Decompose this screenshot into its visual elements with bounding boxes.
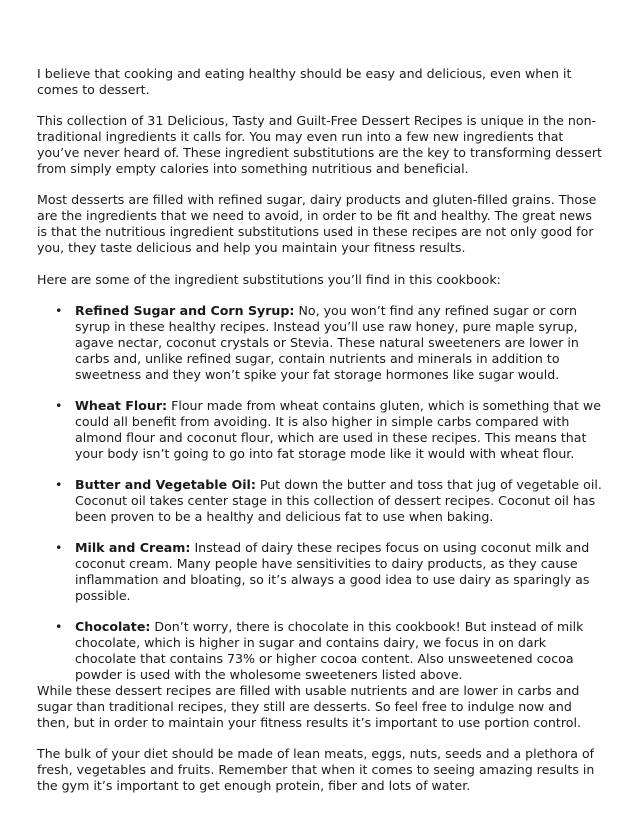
list-item-text: Put down the butter and toss that jug of vegetable oil. Coconut oil takes center stage in this collection of dessert recipes. Coconut oil has been proven to be a healthy and delicious fat to use when baking. — [75, 477, 602, 524]
list-item-term: Milk and Cream: — [75, 540, 191, 556]
list-item-chocolate — [37, 619, 603, 683]
list-item-text: Don’t worry, there is chocolate in this cookbook! But instead of milk chocolate, which is higher in sugar and contains dairy, we focus in on dark chocolate that contains 73% or higher cocoa content. Also unsweetened cocoa powder is used with the wholesome sweeteners listed above. — [75, 619, 584, 683]
list-item-term: Butter and Vegetable Oil: — [75, 477, 256, 493]
closing-paragraph-2: The bulk of your diet should be made of lean meats, eggs, nuts, seeds and a plethora of fresh, vegetables and fruits. Remember that when it comes to seeing amazing results in the gym it’s important to get enough protein, fiber and lots of water. — [37, 746, 595, 794]
list-item-term: Wheat Flour: — [75, 398, 168, 413]
bullet-icon: • — [55, 398, 63, 413]
substitutions-list — [37, 303, 603, 683]
list-item-term: Refined Sugar and Corn Syrup: — [75, 302, 295, 318]
list-item-milk-cream — [37, 540, 603, 604]
intro-paragraph-4: Here are some of the ingredient substitutions you’ll find in this cookbook: — [37, 271, 501, 287]
closing-paragraph-1: While these dessert recipes are filled with usable nutrients and are lower in carbs and sugar than traditional recipes, they still are desserts. So feel free to indulge now and then, but in order to maintain your fitness results it’s important to use portion control. — [37, 683, 581, 730]
list-item-text: Instead of dairy these recipes focus on using coconut milk and coconut cream. Many people have sensitivities to dairy products, as they cause inflammation and bloating, so it’s always a good idea to use dairy as sparingly as possible. — [75, 540, 590, 604]
list-item-text: Flour made from wheat contains gluten, which is something that we could all benefit from avoiding. It is also higher in simple carbs compared with almond flour and coconut flour, which are used in these recipes. This means that your body isn’t going to go into fat storage mode like it would with wheat flour. — [75, 398, 601, 461]
bullet-icon: • — [55, 619, 63, 635]
document-page — [37, 66, 603, 810]
list-item-term: Chocolate: — [75, 619, 151, 635]
bullet-icon: • — [55, 540, 63, 556]
list-item-wheat-flour — [37, 398, 603, 462]
list-item-text: No, you won’t find any refined sugar or corn syrup in these healthy recipes. Instead you’ll use raw honey, pure maple syrup, agave nectar, coconut crystals or Stevia. These natural sweeteners are lower in carbs and, unlike refined sugar, contain nutrients and minerals in addition to sweetness and they won’t spike your fat storage hormones like sugar would. — [75, 302, 579, 382]
bullet-icon: • — [55, 302, 63, 318]
list-item-refined-sugar — [37, 303, 603, 383]
list-item-butter-oil — [37, 477, 603, 525]
intro-paragraph-3: Most desserts are filled with refined sugar, dairy products and gluten-filled grains. Those are the ingredients that we need to avoid, in order to be fit and healthy. The great news is that the nutritious ingredient substitutions used in these recipes are not only good for you, they taste delicious and help you maintain your fitness results. — [37, 192, 597, 256]
intro-paragraph-1: I believe that cooking and eating healthy should be easy and delicious, even when it comes to dessert. — [37, 66, 572, 97]
bullet-icon: • — [55, 477, 63, 493]
intro-paragraph-2: This collection of 31 Delicious, Tasty and Guilt-Free Dessert Recipes is unique in the non-traditional ingredients it calls for. You may even run into a few new ingredients that you’ve never heard of. These ingredient substitutions are the key to transforming dessert from simply empty calories into something nutritious and beneficial. — [37, 113, 602, 177]
